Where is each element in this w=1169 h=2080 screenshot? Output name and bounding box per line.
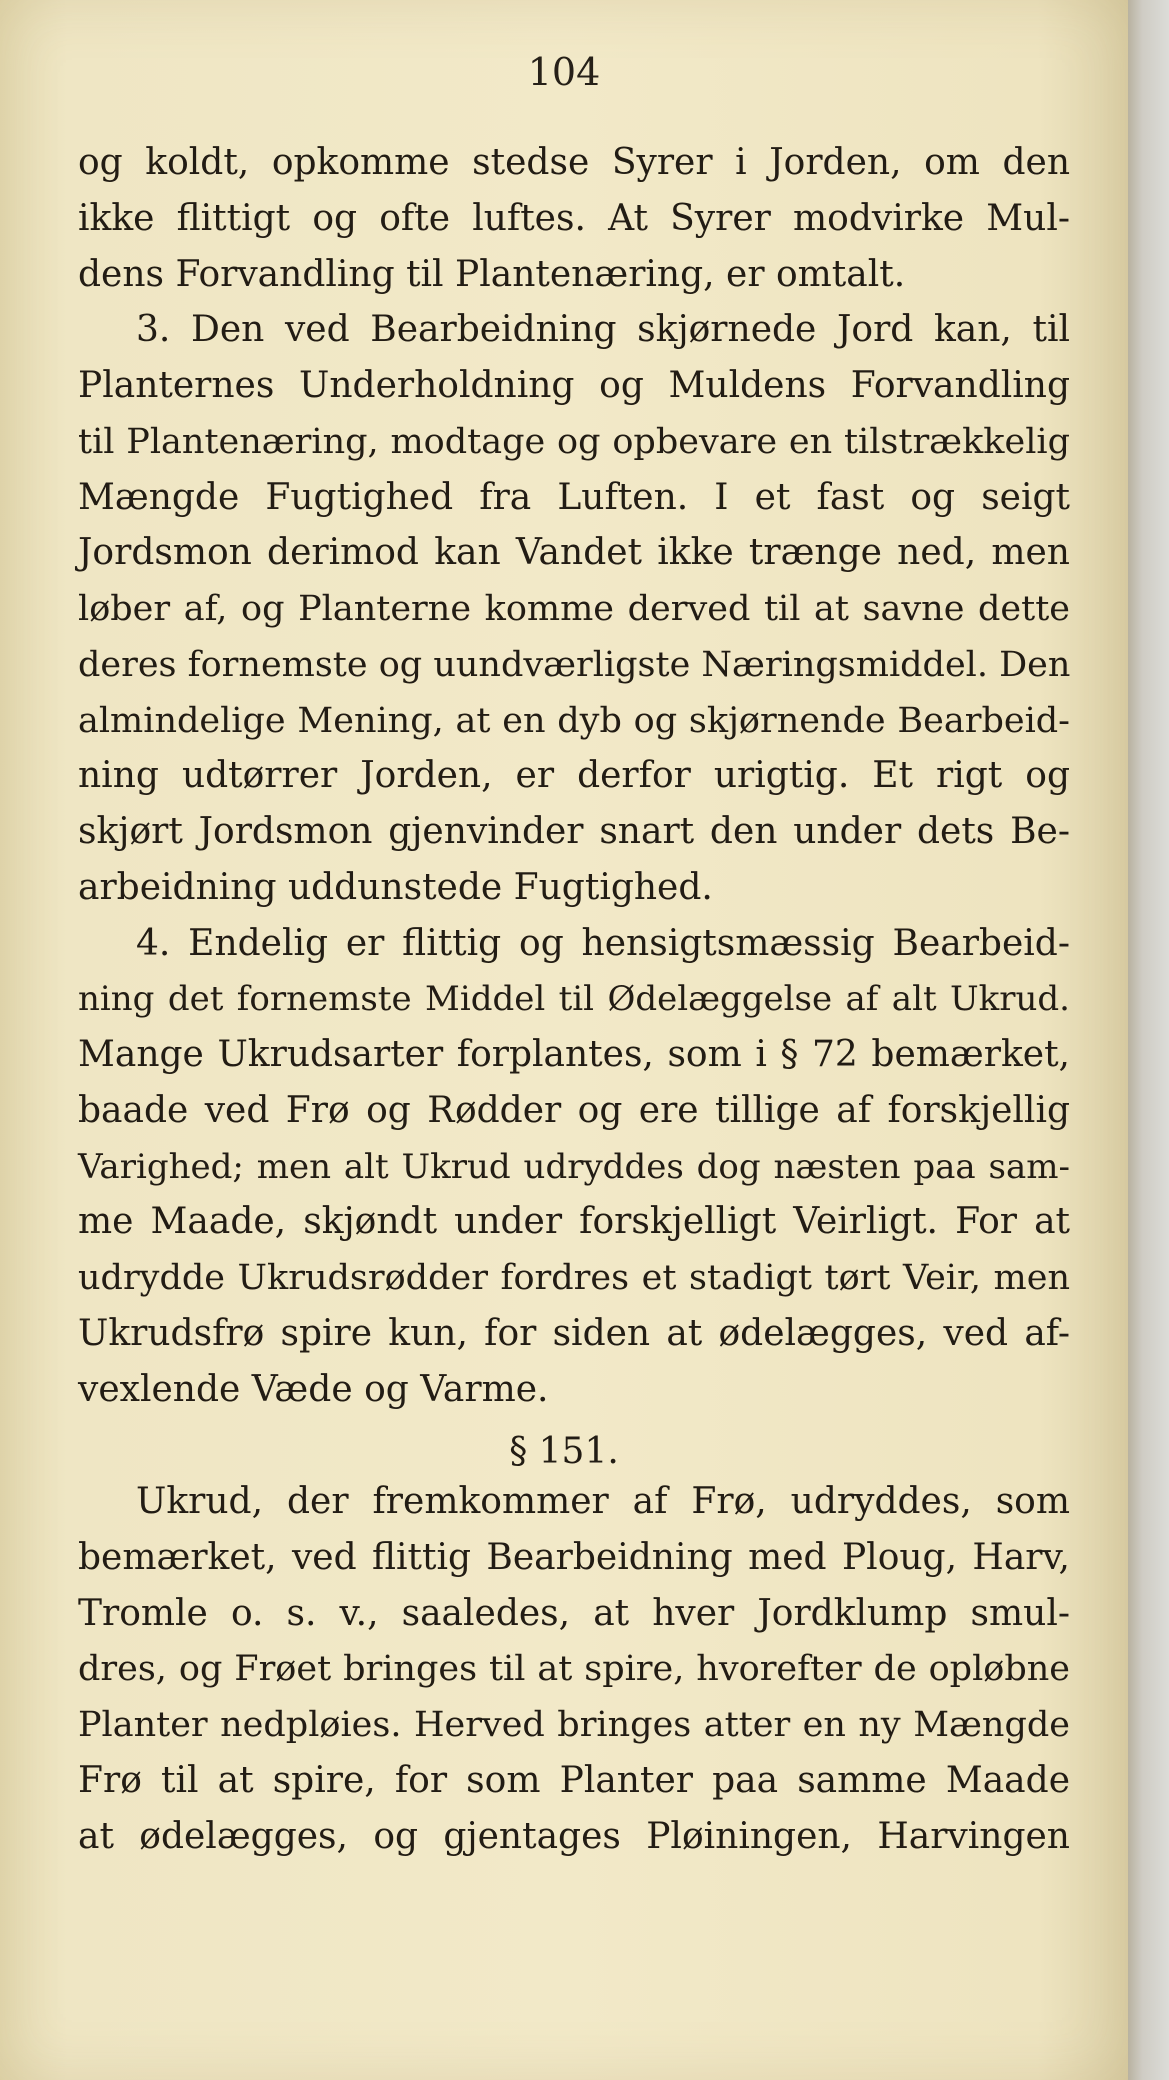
text-line: me Maade, skjøndt under forskjelligt Veirligt. For at [78,1201,1070,1242]
section-heading: § 151. [509,1431,619,1472]
text-line: Frø til at spire, for som Planter paa samme Maade [78,1760,1070,1801]
text-line: skjørt Jordsmon gjenvinder snart den under dets Be- [78,811,1070,852]
text-line: bemærket, ved flittig Bearbeidning med Ploug, Harv, [78,1537,1070,1578]
paragraph-start-line: Ukrud, der fremkommer af Frø, udryddes, som [136,1481,1070,1522]
text-line: ning udtørrer Jorden, er derfor urigtig. Et rigt og [78,755,1070,796]
text-line: baade ved Frø og Rødder og ere tillige af forskjellig [78,1090,1070,1131]
text-line: til Plantenæring, modtage og opbevare en tilstrækkelig [78,422,1070,462]
text-line: og koldt, opkomme stedse Syrer i Jorden, om den [78,142,1070,183]
page-edge [1128,0,1169,2080]
paragraph-start-line: 4. Endelig er flittig og hensigtsmæssig Bearbeid- [136,923,1070,964]
text-line: ning det fornemste Middel til Ødelæggelse af alt Ukrud. [78,979,1070,1019]
text-line: almindelige Mening, at en dyb og skjørnende Bearbeid- [78,701,1070,741]
text-line: Planter nedpløies. Herved bringes atter en ny Mængde [78,1705,1070,1745]
text-line: Ukrudsfrø spire kun, for siden at ødelægges, ved af- [78,1313,1070,1354]
text-line: dens Forvandling til Plantenæring, er omtalt. [78,254,906,295]
text-line: vexlende Væde og Varme. [78,1369,549,1410]
text-line: Jordsmon derimod kan Vandet ikke trænge ned, men [78,532,1070,573]
text-line: Mængde Fugtighed fra Luften. I et fast og seigt [78,477,1070,518]
text-line: udrydde Ukrudsrødder fordres et stadigt tørt Veir, men [78,1258,1070,1298]
text-line: løber af, og Planterne komme derved til at savne dette [78,589,1070,629]
text-line: Mange Ukrudsarter forplantes, som i § 72 bemærket, [78,1034,1070,1075]
text-line: deres fornemste og uundværligste Næringsmiddel. Den [78,645,1071,685]
text-line: Varighed; men alt Ukrud udryddes dog næsten paa sam- [78,1147,1070,1187]
text-line: dres, og Frøet bringes til at spire, hvorefter de opløbne [78,1649,1070,1689]
page-number: 104 [527,50,601,94]
paragraph-start-line: 3. Den ved Bearbeidning skjørnede Jord kan, til [136,309,1070,350]
text-line: arbeidning uddunstede Fugtighed. [78,867,713,908]
text-line: at ødelægges, og gjentages Pløiningen, Harvingen [78,1816,1070,1857]
text-line: Planternes Underholdning og Muldens Forvandling [78,365,1070,406]
text-line: ikke flittigt og ofte luftes. At Syrer modvirke Mul- [78,198,1070,239]
text-line: Tromle o. s. v., saaledes, at hver Jordklump smul- [78,1593,1070,1634]
